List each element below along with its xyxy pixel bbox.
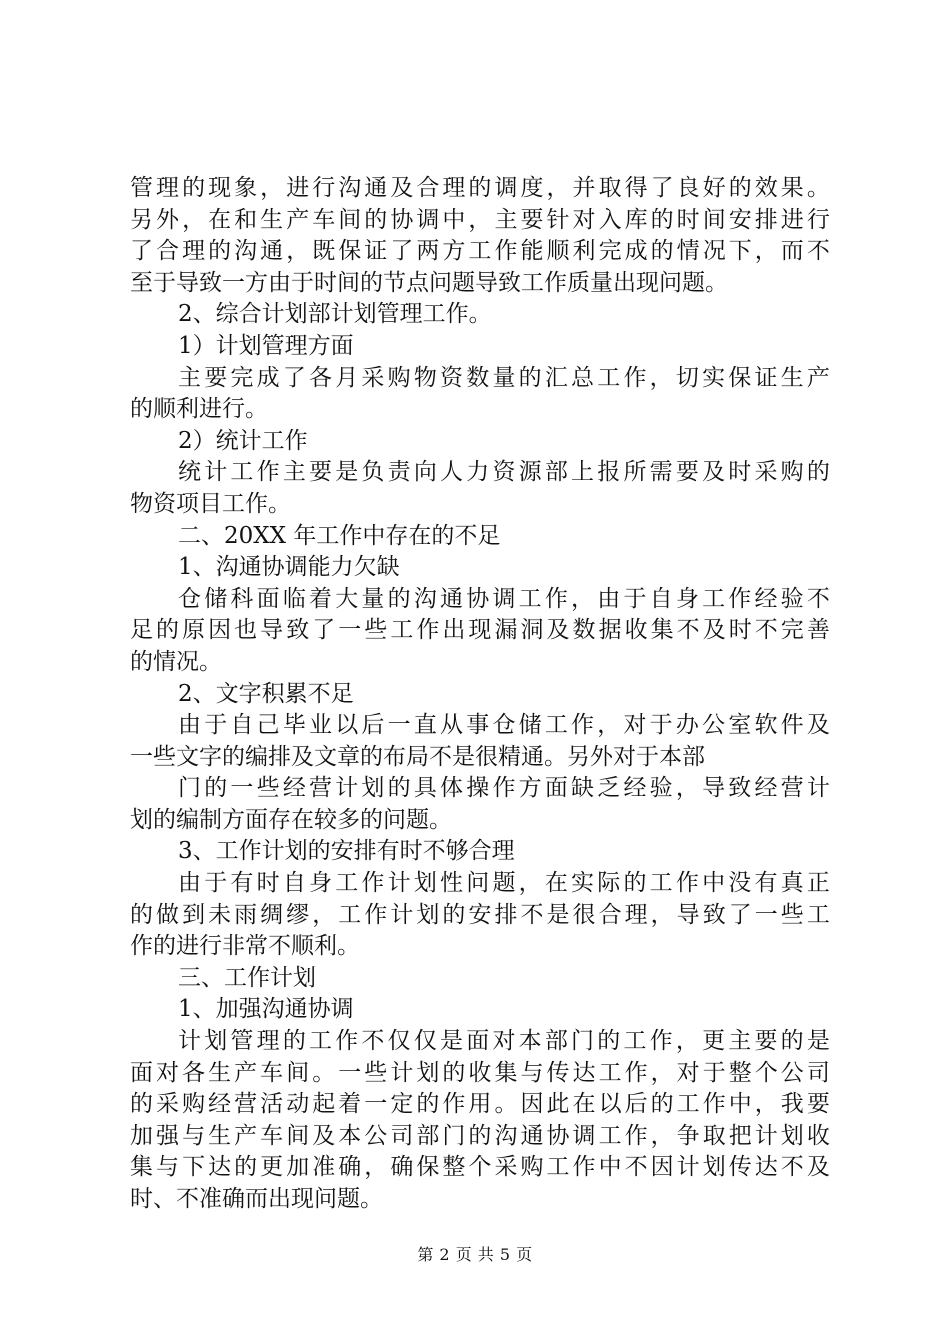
text-line: 三、工作计划: [178, 964, 316, 991]
text-line: 仓 储 科 面 临 着 大 量 的 沟 通 协 调 工 作 ， 由 于 自 身 工 作 经 验 不: [178, 585, 830, 612]
text-line: 加 强 与 生 产 车 间 及 本 公 司 部 门 的 沟 通 协 调 工 作 ， 争 取 把 计 划 收: [130, 1122, 830, 1149]
text-line: 的顺利进行。: [130, 396, 268, 423]
text-line: 的 做 到 未 雨 绸 缪 ， 工 作 计 划 的 安 排 不 是 很 合 理 ， 导 致 了 一 些 工: [130, 901, 830, 928]
page-footer: 第 2 页 共 5 页: [417, 1245, 533, 1264]
text-line: 的 采 购 经 营 活 动 起 着 一 定 的 作 用 。 因 此 在 以 后 的 工 作 中 ， 我 要: [130, 1091, 830, 1118]
text-line: 由 于 有 时 自 身 工 作 计 划 性 问 题 ， 在 实 际 的 工 作 中 没 有 真 正: [178, 870, 830, 897]
text-line: 至于导致一方由于时间的节点问题导致工作质量出现问题。: [130, 269, 728, 296]
text-line: 作的进行非常不顺利。: [130, 933, 360, 960]
text-line: 1、加强沟通协调: [178, 996, 354, 1023]
text-line: 划的编制方面存在较多的问题。: [130, 806, 452, 833]
text-line: 管 理 的 现 象 ， 进 行 沟 通 及 合 理 的 调 度 ， 并 取 得 了 良 好 的 效 果 。: [130, 175, 830, 201]
text-line: 门 的 一 些 经 营 计 划 的 具 体 操 作 方 面 缺 乏 经 验 ， 导 致 经 营 计: [178, 775, 830, 802]
text-line: 统 计 工 作 主 要 是 负 责 向 人 力 资 源 部 上 报 所 需 要 及 时 采 购 的: [178, 459, 830, 486]
text-line: 面 对 各 生 产 车 间 。 一 些 计 划 的 收 集 与 传 达 工 作 ， 对 于 整 个 公 司: [130, 1059, 830, 1086]
text-line: 2、综合计划部计划管理工作。: [178, 301, 492, 328]
text-line: 另 外 ， 在 和 生 产 车 间 的 协 调 中 ， 主 要 针 对 入 库 的 时 间 安 排 进 行: [130, 206, 830, 233]
text-line: 2、文字积累不足: [178, 680, 354, 707]
text-line: 足 的 原 因 也 导 致 了 一 些 工 作 出 现 漏 洞 及 数 据 收 集 不 及 时 不 完 善: [130, 617, 830, 644]
text-line: 的情况。: [130, 648, 222, 675]
text-line: 由 于 自 己 毕 业 以 后 一 直 从 事 仓 储 工 作 ， 对 于 办 公 室 软 件 及: [178, 712, 830, 739]
text-line: 3、工作计划的安排有时不够合理: [178, 838, 515, 865]
text-line: 一些文字的编排及文章的布局不是很精通。另外对于本部: [130, 743, 705, 770]
text-line: 主 要 完 成 了 各 月 采 购 物 资 数 量 的 汇 总 工 作 ， 切 实 保 证 生 产: [178, 364, 830, 391]
text-line: 计 划 管 理 的 工 作 不 仅 仅 是 面 对 本 部 门 的 工 作 ， 更 主 要 的 是: [178, 1028, 830, 1055]
text-line: 时、不准确而出现问题。: [130, 1186, 383, 1212]
text-line: 集 与 下 达 的 更 加 准 确 ， 确 保 整 个 采 购 工 作 中 不 因 计 划 传 达 不 及: [130, 1154, 830, 1181]
document-body: [130, 173, 830, 1216]
text-line: 二、20XX 年工作中存在的不足: [178, 522, 501, 549]
text-line: 1）计划管理方面: [178, 332, 354, 359]
text-line: 了 合 理 的 沟 通 ， 既 保 证 了 两 方 工 作 能 顺 利 完 成 的 情 况 下 ， 而 不: [130, 238, 830, 265]
text-line: 物资项目工作。: [130, 490, 291, 517]
text-line: 1、沟通协调能力欠缺: [178, 554, 400, 581]
text-line: 2）统计工作: [178, 427, 308, 454]
